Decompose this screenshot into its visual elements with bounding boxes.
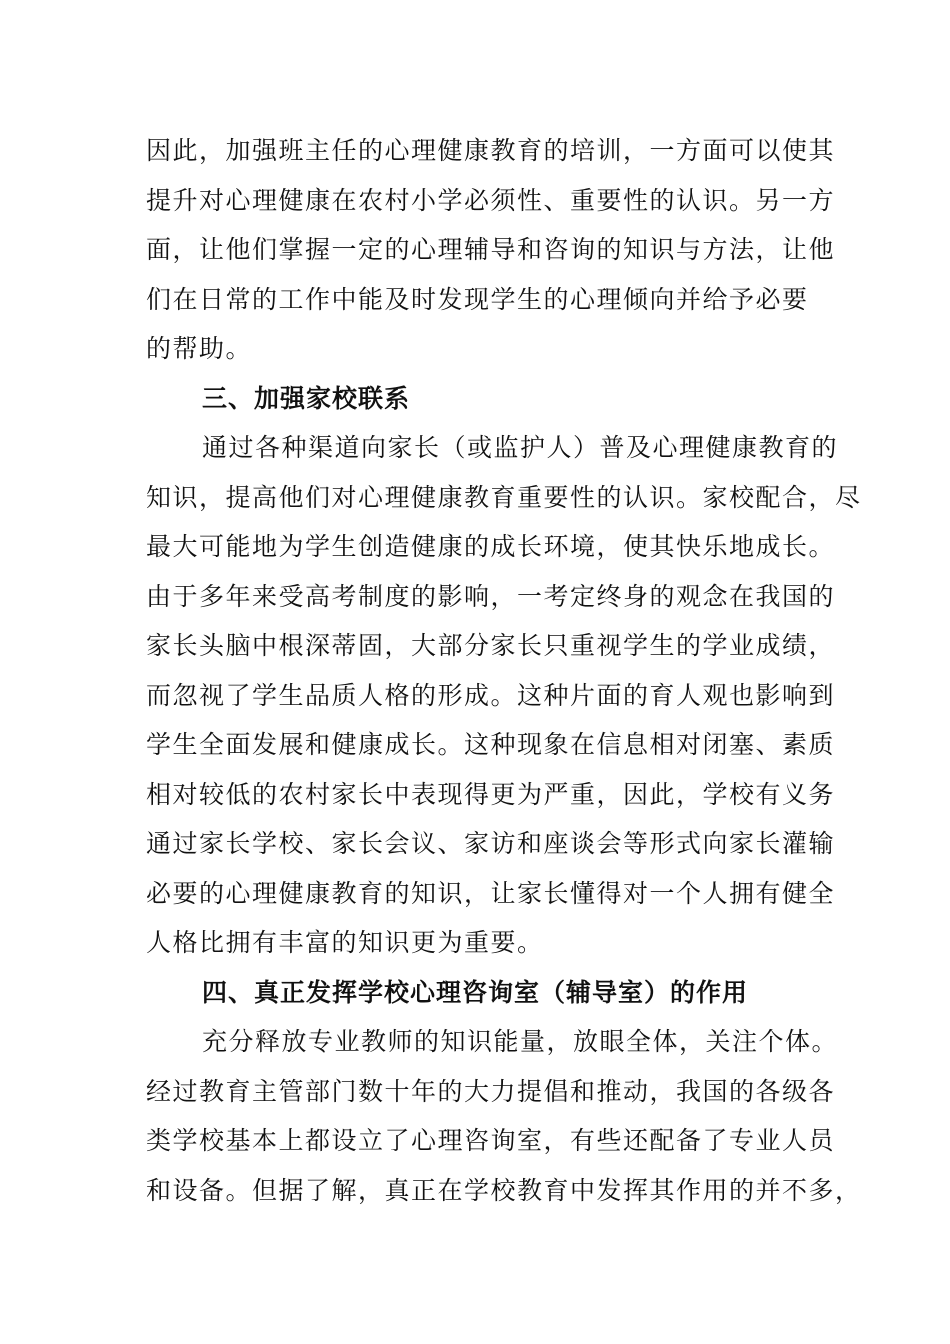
text-line: 知识，提高他们对心理健康教育重要性的认识。家校配合，尽 [146, 482, 862, 512]
paragraph-counseling-room [146, 1017, 862, 1215]
paragraph-home-school [146, 423, 862, 968]
text-line: 类学校基本上都设立了心理咨询室，有些还配备了专业人员 [146, 1126, 836, 1155]
text-line: 而忽视了学生品质人格的形成。这种片面的育人观也影响到 [146, 680, 836, 710]
text-line: 面，让他们掌握一定的心理辅导和咨询的知识与方法，让他 [146, 235, 836, 264]
text-line: 们在日常的工作中能及时发现学生的心理倾向并给予必要 [146, 284, 809, 314]
text-line: 由于多年来受高考制度的影响，一考定终身的观念在我国的 [146, 581, 836, 611]
text-line: 充分释放专业教师的知识能量，放眼全体，关注个体。 [202, 1027, 839, 1056]
text-line: 的帮助。 [146, 334, 253, 363]
text-line: 必要的心理健康教育的知识，让家长懂得对一个人拥有健全 [146, 878, 836, 908]
text-line: 最大可能地为学生创造健康的成长环境，使其快乐地成长。 [146, 532, 836, 561]
section-heading-4: 四、真正发挥学校心理咨询室（辅导室）的作用 [202, 977, 749, 1007]
text-line: 提升对心理健康在农村小学必须性、重要性的认识。另一方 [146, 185, 836, 215]
text-line: 学生全面发展和健康成长。这种现象在信息相对闭塞、素质 [146, 730, 836, 759]
text-line: 经过教育主管部门数十年的大力提倡和推动，我国的各级各 [146, 1076, 836, 1106]
text-line: 人格比拥有丰富的知识更为重要。 [146, 928, 544, 957]
text-line: 通过各种渠道向家长（或监护人）普及心理健康教育的 [202, 433, 839, 462]
text-line: 因此，加强班主任的心理健康教育的培训，一方面可以使其 [146, 136, 836, 165]
paragraph-continued [146, 126, 836, 374]
document-body [146, 126, 862, 1215]
text-line: 家长头脑中根深蒂固，大部分家长只重视学生的学业成绩， [146, 631, 836, 660]
text-line: 相对较低的农村家长中表现得更为严重，因此，学校有义务 [146, 779, 836, 809]
section-heading-3: 三、加强家校联系 [202, 383, 411, 413]
text-line: 通过家长学校、家长会议、家访和座谈会等形式向家长灌输 [146, 829, 836, 858]
text-line: 和设备。但据了解，真正在学校教育中发挥其作用的并不多， [146, 1175, 862, 1205]
